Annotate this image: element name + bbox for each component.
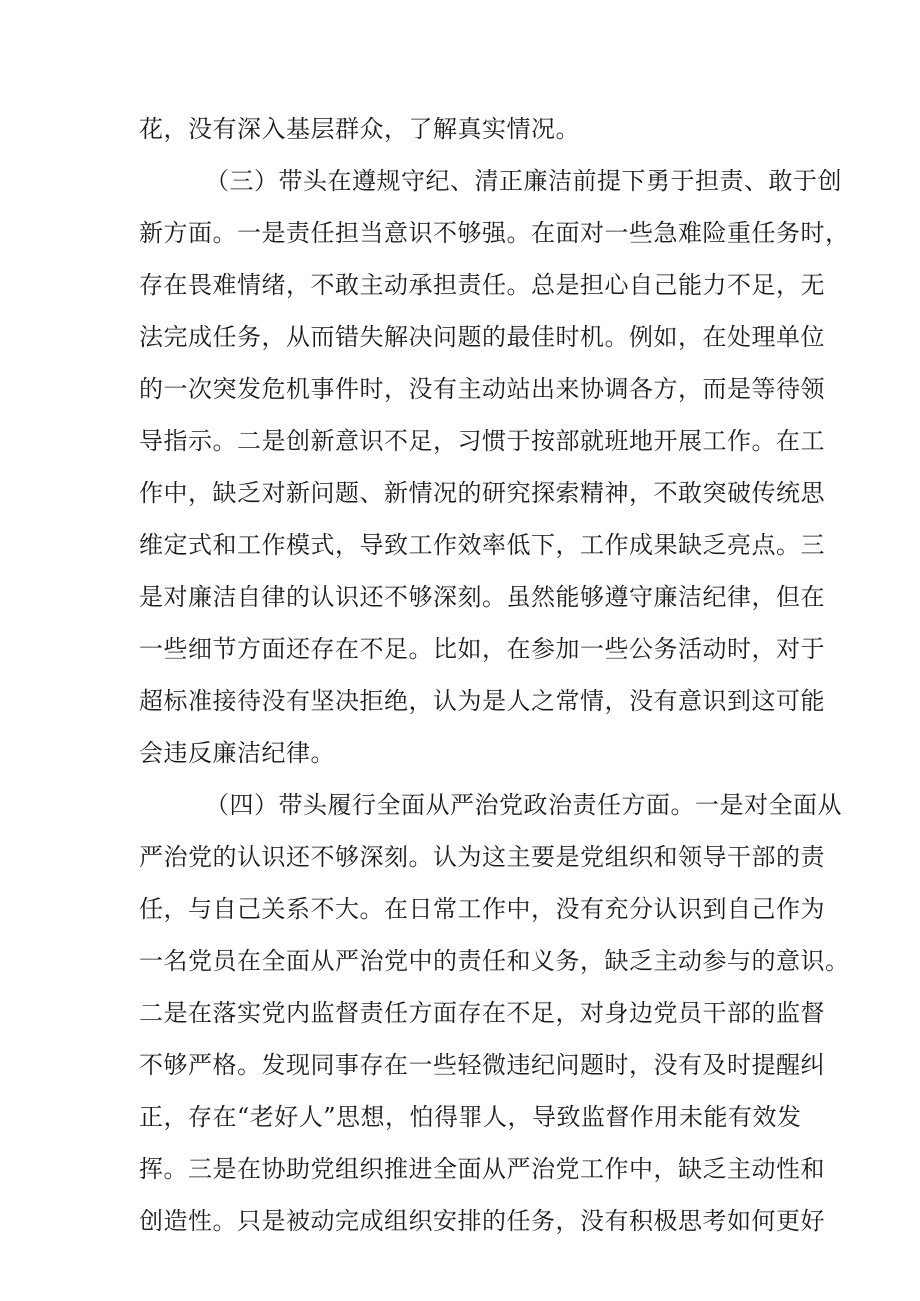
text-line: 任，与自己关系不大。在日常工作中，没有充分认识到自己作为	[139, 895, 825, 923]
text-line: 正，存在“老好人”思想，怕得罪人，导致监督作用未能有效发	[139, 1103, 802, 1131]
section-heading-four: （四）带头履行全面从严治党政治责任方面。一是对全面从	[205, 791, 842, 819]
text-line: 二是在落实党内监督责任方面存在不足，对身边党员干部的监督	[139, 999, 825, 1027]
text-line: 存在畏难情绪，不敢主动承担责任。总是担心自己能力不足，无	[139, 271, 825, 299]
text-line: 维定式和工作模式，导致工作效率低下，工作成果缺乏亮点。三	[139, 531, 825, 559]
section-heading-three: （三）带头在遵规守纪、清正廉洁前提下勇于担责、敢于创	[205, 167, 842, 195]
text-line: 法完成任务，从而错失解决问题的最佳时机。例如，在处理单位	[139, 323, 825, 351]
text-line: 一名党员在全面从严治党中的责任和义务，缺乏主动参与的意识。	[139, 947, 850, 975]
text-line: 会违反廉洁纪律。	[139, 739, 335, 767]
text-line: 超标准接待没有坚决拒绝，认为是人之常情，没有意识到这可能	[139, 687, 825, 715]
text-line: 挥。三是在协助党组织推进全面从严治党工作中，缺乏主动性和	[139, 1155, 825, 1183]
text-line: 创造性。只是被动完成组织安排的任务，没有积极思考如何更好	[139, 1207, 825, 1235]
text-line: 严治党的认识还不够深刻。认为这主要是党组织和领导干部的责	[139, 843, 825, 871]
text-line: 花，没有深入基层群众，了解真实情况。	[139, 115, 580, 143]
text-line: 不够严格。发现同事存在一些轻微违纪问题时，没有及时提醒纠	[139, 1051, 825, 1079]
text-line: 的一次突发危机事件时，没有主动站出来协调各方，而是等待领	[139, 375, 825, 403]
text-line: 是对廉洁自律的认识还不够深刻。虽然能够遵守廉洁纪律，但在	[139, 583, 825, 611]
text-line: 一些细节方面还存在不足。比如，在参加一些公务活动时，对于	[139, 635, 825, 663]
text-line: 新方面。一是责任担当意识不够强。在面对一些急难险重任务时，	[139, 219, 850, 247]
text-line: 导指示。二是创新意识不足，习惯于按部就班地开展工作。在工	[139, 427, 825, 455]
text-line: 作中，缺乏对新问题、新情况的研究探索精神，不敢突破传统思	[139, 479, 825, 507]
